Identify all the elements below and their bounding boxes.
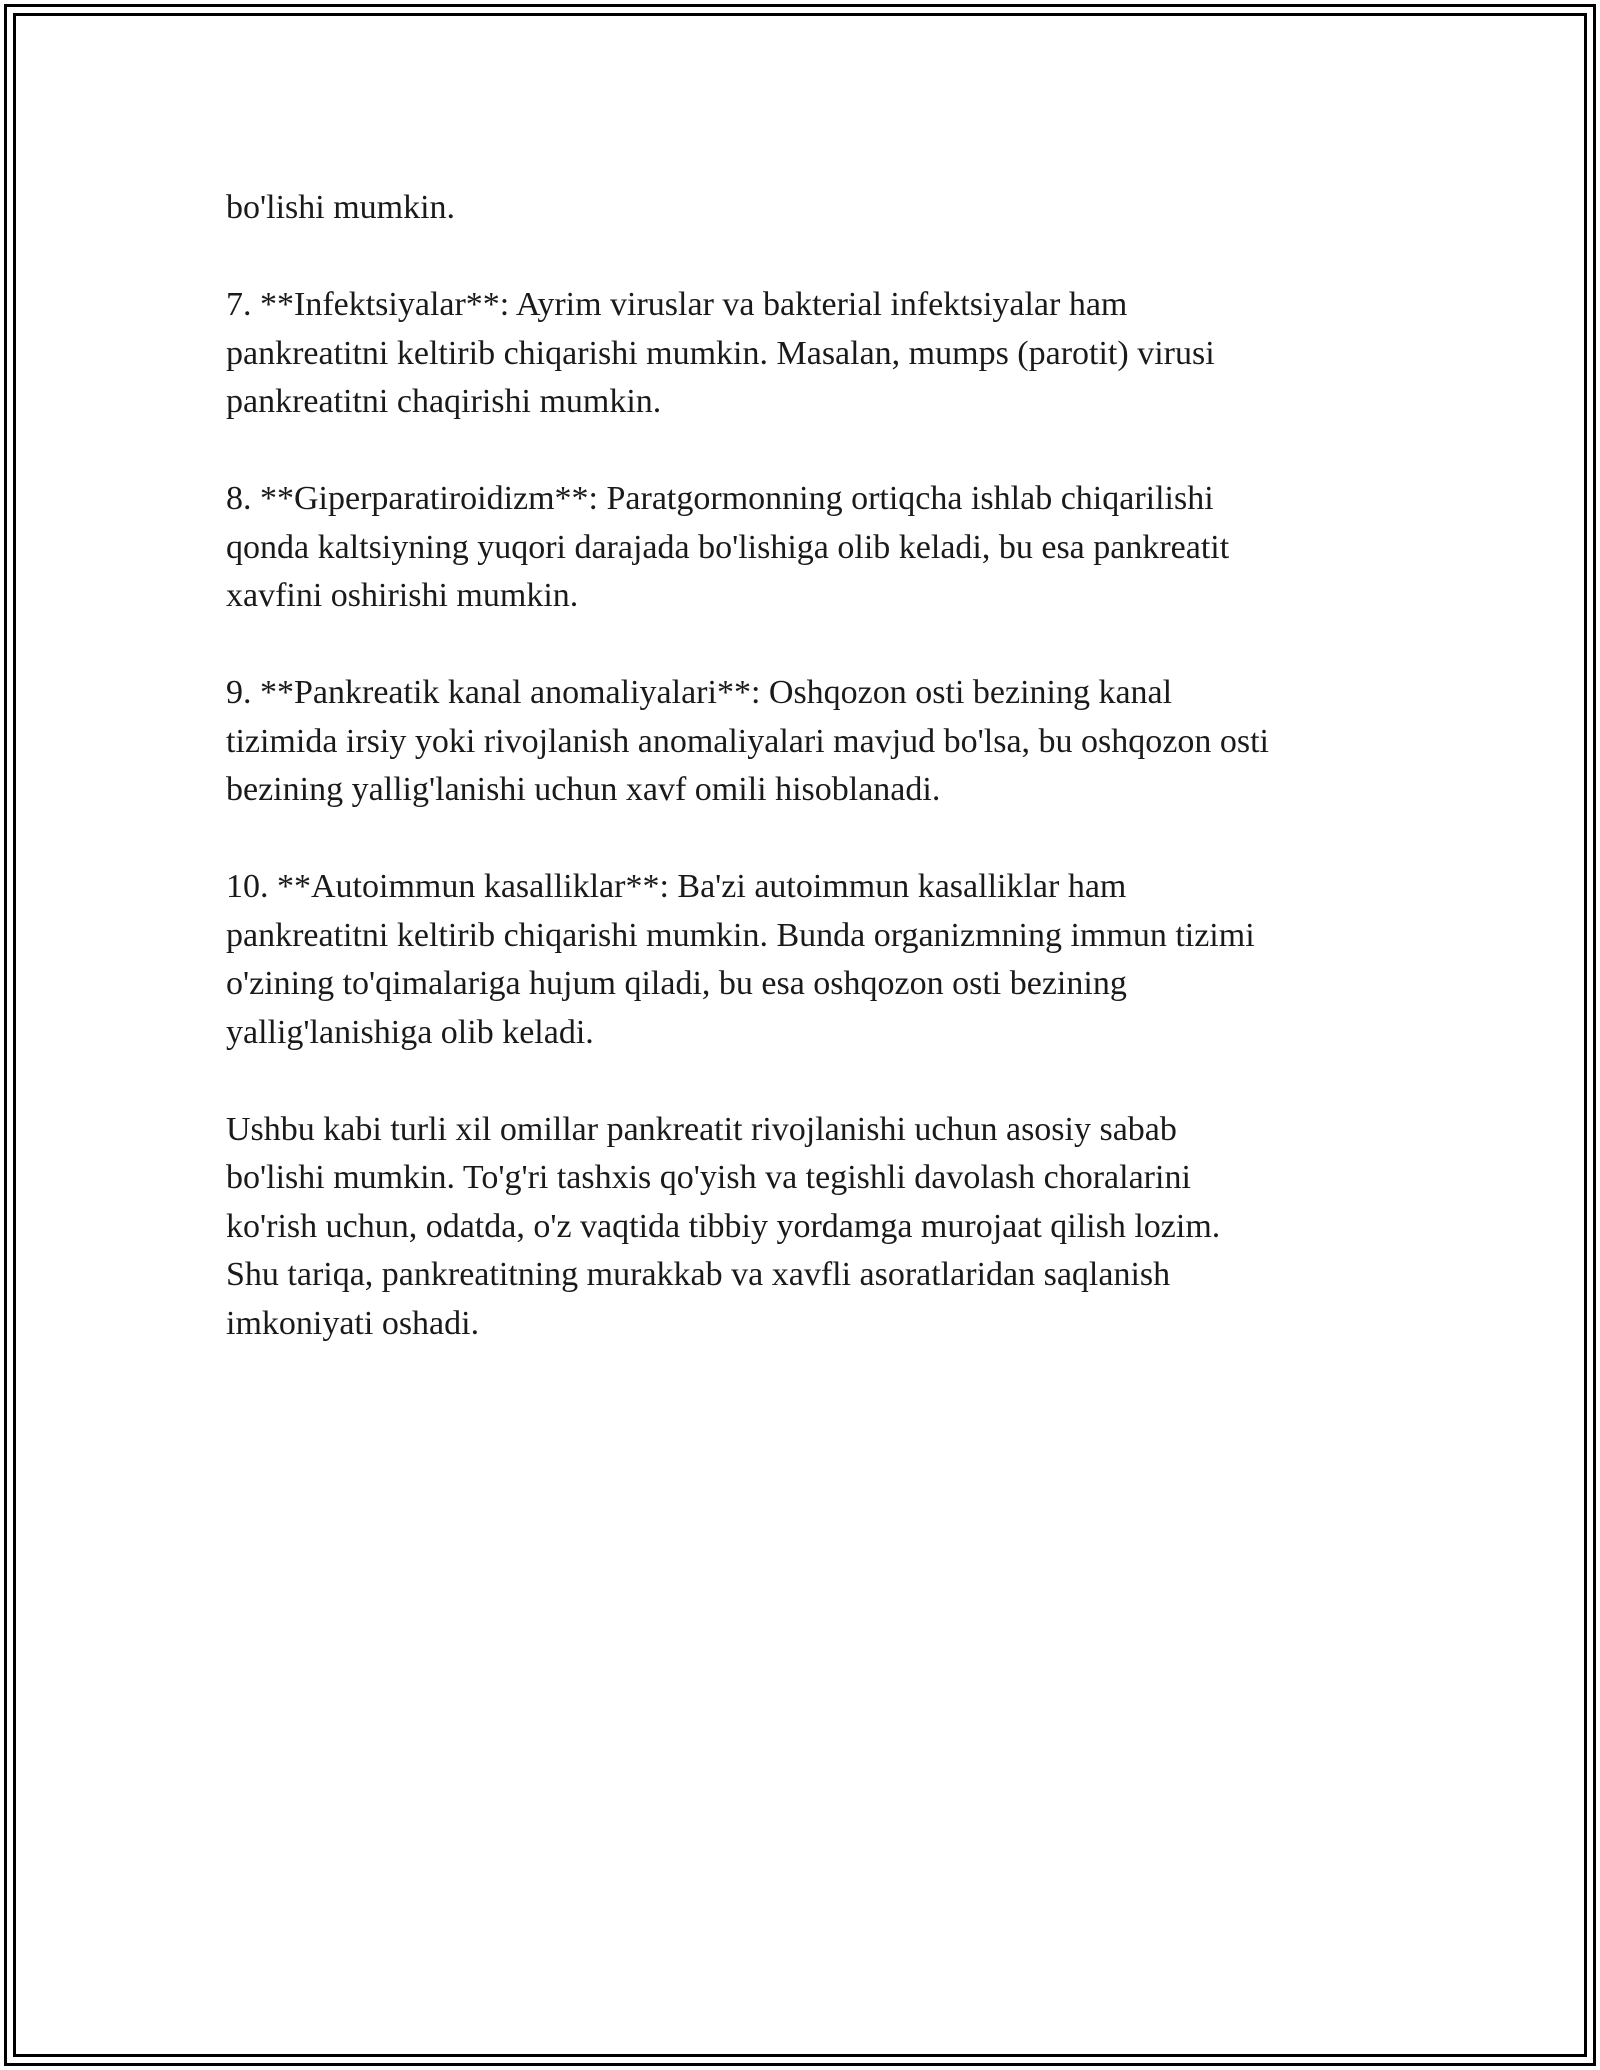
paragraph-item-10-autoimmun: 10. **Autoimmun kasalliklar**: Ba'zi autoimmun kasalliklar ham pankreatitni keltirib chiqarishi mumkin. Bunda organizmning immun tizimi o'zining to'qimalariga hujum qiladi, bu esa oshqozon osti bezining yallig'lanishiga olib keladi.: [226, 868, 1255, 1051]
paragraph-item-9-pankreatik-kanal: 9. **Pankreatik kanal anomaliyalari**: Oshqozon osti bezining kanal tizimida irsiy yoki rivojlanish anomaliyalari mavjud bo'lsa, bu oshqozon osti bezining yallig'lanishi uchun xavf omili hisoblanadi.: [226, 674, 1269, 808]
paragraph-continuation: bo'lishi mumkin.: [226, 189, 456, 226]
paragraph-item-7-infektsiyalar: 7. **Infektsiyalar**: Ayrim viruslar va bakterial infektsiyalar ham pankreatitni keltirib chiqarishi mumkin. Masalan, mumps (parotit) virusi pankreatitni chaqirishi mumkin.: [226, 286, 1215, 420]
document-body: [226, 184, 1386, 1397]
paragraph-conclusion: Ushbu kabi turli xil omillar pankreatit rivojlanishi uchun asosiy sabab bo'lishi mumkin. To'g'ri tashxis qo'yish va tegishli davolash choralarini ko'rish uchun, odatda, o'z vaqtida tibbiy yordamga murojaat qilish lozim. Shu tariqa, pankreatitning murakkab va xavfli asoratlaridan saqlanish imkoniyati oshadi.: [226, 1110, 1221, 1342]
paragraph-item-8-giperparatiroidizm: 8. **Giperparatiroidizm**: Paratgormonning ortiqcha ishlab chiqarilishi qonda kaltsiyning yuqori darajada bo'lishiga olib keladi, bu esa pankreatit xavfini oshirishi mumkin.: [226, 480, 1230, 614]
